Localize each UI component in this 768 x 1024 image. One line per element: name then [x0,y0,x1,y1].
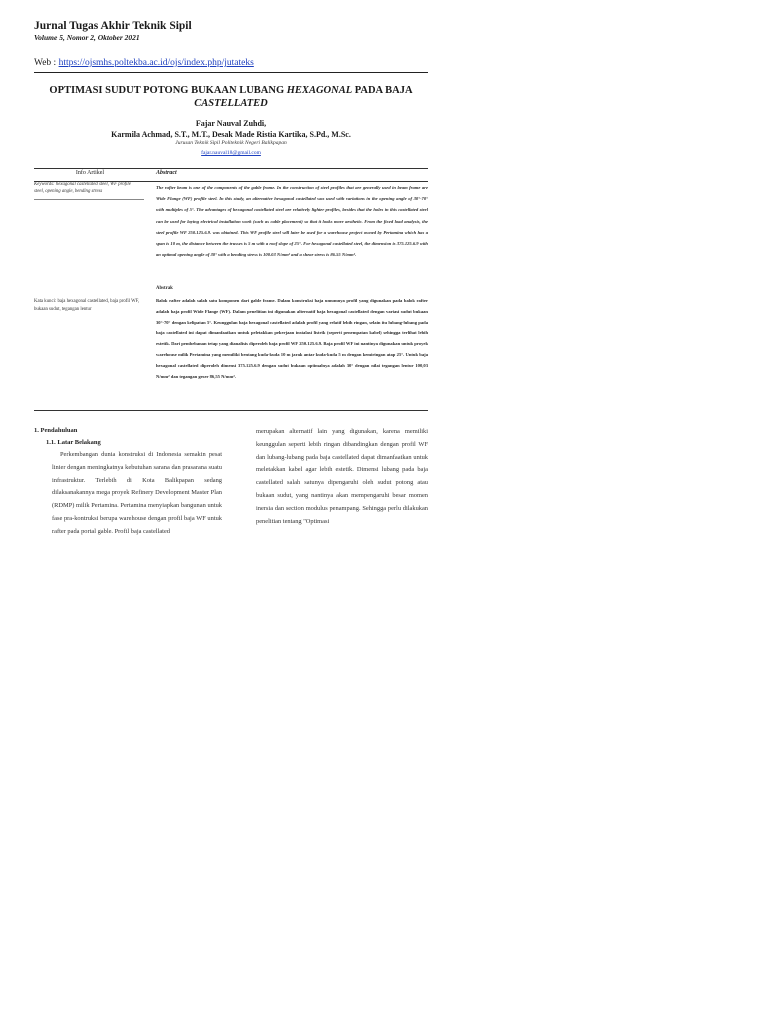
header-rule [34,72,428,73]
email [34,150,428,156]
keywords-indonesian: Kata kunci: baja hexagonal castellated, baja profil WF, bukaan sudut, tegangan lentur [34,299,140,312]
abstract-indonesian: Balok rafter adalah salah satu komponen dari gable frame. Dalam konstruksi baja umumnya profil yang digunakan pada balok rafter adalah baja profil Wide Flange (WF). Dalam penelitian ini digunakan alternatif baja hexagonal castellated dengan variasi sudut bukaan 30°-70° dengan kelipatan 5°. Keunggulan baja hexagonal castellated adalah profil yang relatif lebih ringan, selain itu lubang-lubang pada baja castellated ini dapat dimanfaatkan untuk peletakkan pekerjaan instalasi listrik (seperti penempatan kabel) sehingga terlihat lebih estetik. Dari pembebanan tetap yang dianalisis diperoleh baja profil WF 250.125.6.9. Baja profil WF ini nantinya digunakan untuk proyek warehouse milik Pertamina yang memiliki bentang kuda-kuda 10 m jarak antar kuda-kuda 5 m dengan kemiringan atap 25°. Untuk baja hexagonal castellated diperoleh dimensi 375.125.6.9 dengan sudut bukaan optimalnya adalah 30° dengan nilai tegangan lentur 100,03 N/mm² dan tegangan geser 86,55 N/mm². [156,298,428,379]
journal-name: Jurnal Tugas Akhir Teknik Sipil [34,20,192,32]
author-primary: Fajar Nauval Zuhdi, [195,119,267,128]
abstract-label: Abstract [156,170,177,176]
title-part1: OPTIMASI SUDUT POTONG BUKAAN LUBANG [49,85,287,96]
abstrak-label: Abstrak [156,286,173,291]
title-part2: PADA BAJA [352,85,413,96]
web-label: Web : [34,58,59,68]
web-line [34,58,254,68]
body-left-column: Perkembangan dunia konstruksi di Indonesia semakin pesat linier dengan meningkatnya kebutuhan sarana dan prasarana suatu infrastruktur. Terlebih di Kota Balikpapan sedang dilaksanakannya mega proyek Refinery Development Master Plan (RDMP) milik Pertamina. Pertamina menyiapkan bangunan untuk fase pra-kontruksi berupa warehouse dengan profil baja WF untuk rafter pada portal gable. Profil baja castellated [52,451,222,535]
subsection-heading: 1.1. Latar Belakang [46,439,101,446]
title-italic: HEXAGONAL [286,85,353,96]
keywords-divider [34,199,144,200]
email-link[interactable]: fajar.nauval18@gmail.com [201,150,261,156]
abstract-english: The rafter beam is one of the components of the gable frame. In the construction of steel profiles that are generally used in beam frame are Wide Flange (WF) profile steel. In this study, an alternative hexagonal castellated was used with variations in the opening angle of 30°-70° with multiples of 5°. The advantages of hexagonal castellated steel are relatively lighter profiles, besides that the holes in this castellated steel can be used for laying electrical installation work (such as cable placement) so that it looks more aesthetic. From the fixed load analysis, the steel profile WF 250.125.6.9. was obtained. This WF profile steel will later be used for a warehouse project owned by Pertamina which has a span is 10 m, the distance between the trusses is 5 m with a roof slope of 25°. For hexagonal castellated steel, the dimension is 375.125.6.9 with an optimal opening angle of 30° with a bending stress is 100.03 N/mm² and a shear stress is 86.55 N/mm². [156,185,428,258]
authors [34,118,428,140]
body-right-column: merupakan alternatif lain yang digunakan, karena memiliki keunggulan seperti lebih ringan dibandingkan dengan profil WF dan lubang-lubang pada baja castellated dapat dimanfaatkan untuk meletakkan kabel agar lebih estetik. Dimensi lubang pada baja castellated salah satunya dipengaruhi oleh sudut potong atau bukaan sudut, yang nantinya akan mempengaruhi besar momen inersia dan section modulus penampang. Sehingga perlu dilakukan penelitian tentang "Optimasi [256,428,428,525]
author-supervisors: Karmila Achmad, S.T., M.T., Desak Made Ristia Kartika, S.Pd., M.Sc. [111,130,351,139]
info-table-bottom-rule [34,410,428,411]
keywords-english: Keywords: hexagonal castellated steel, WF profile steel, opening angle, bending stress [34,182,131,194]
web-url-link[interactable]: https://ojsmhs.poltekba.ac.id/ojs/index.php/jutateks [58,58,254,68]
journal-volume: Volume 5, Nomor 2, Oktober 2021 [34,33,140,42]
paper-title [34,84,428,110]
info-article-label: Info Artikel [75,170,105,176]
info-table-header [34,168,428,182]
affiliation: Jurusan Teknik Sipil Politeknik Negeri Balikpapan [175,140,287,146]
section-heading: 1. Pendahuluan [34,427,78,434]
title-line2: CASTELLATED [194,98,268,109]
